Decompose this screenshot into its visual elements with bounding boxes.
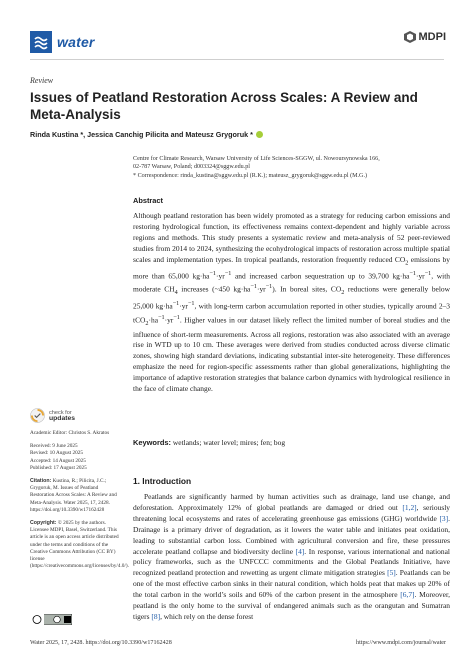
abstract-segment: ·ha: [148, 315, 158, 325]
journal-name: water: [57, 34, 95, 50]
abstract-heading: Abstract: [133, 196, 163, 205]
intro-segment: , seriously threatening local ecosystems and rates of accelerating greenhouse gas emissions (GHG) worldwide: [133, 502, 450, 523]
citation-text: Kustina, R.; Pilicita, J.C.; Grygoruk, M. Issues of Peatland Restoration Across Scales: A Review and Meta-Analysis. Water 2025, 17, 2428. https://doi.org/10.3390/w17162428: [30, 478, 117, 513]
abstract-segment: increases (~450 kg·ha: [177, 284, 251, 294]
header-divider: [30, 59, 444, 60]
check-updates-line: updates: [49, 414, 76, 422]
superscript: −1: [172, 300, 180, 308]
abstract-segment: , with long-term carbon accumulation reported in other studies, typically around 2–3 tCO: [133, 301, 450, 325]
check-updates-icon: [30, 408, 45, 423]
superscript: −1: [250, 283, 257, 291]
intro-segment: . Peatlands can be one of the most effective carbon sinks in their natural condition, which holds peat that makes up 20% of the total carbon in the world’s soils and 60% of the carbon present in the atmosphere: [133, 568, 450, 600]
abstract-segment: and increased carbon sequestration up to 39,700 kg·ha: [231, 271, 410, 281]
correspondence-line: * Correspondence: rinda_kustina@sggw.edu.pl (R.K.); mateusz_grygoruk@sggw.edu.pl (M.G.): [133, 172, 367, 179]
superscript: −1: [187, 300, 195, 308]
keywords-heading: Keywords:: [133, 438, 172, 447]
introduction-text: [133, 492, 450, 623]
revised-date: Revised: 10 August 2025: [30, 450, 83, 457]
citation-label: Citation:: [30, 478, 52, 485]
intro-segment: . Drainage is a primary driver of degradation, as it lowers the water table and initiates peat oxidation, leading to substantial carbon loss. Combined with agricultural conversion and fire, these pressures accelerate peatland collapse and biodiversity decline: [133, 513, 450, 556]
superscript: −1: [158, 313, 165, 321]
superscript: −1: [173, 313, 180, 321]
abstract-segment: ·yr: [164, 315, 174, 325]
abstract-segment: reductions were generally below 25,000 kg·ha: [133, 284, 450, 311]
abstract-segment: ·yr: [256, 284, 266, 294]
authors-text: Rinda Kustina *, Jessica Canchig Pilicita and Mateusz Grygoruk *: [30, 130, 253, 139]
copyright-block: [30, 520, 129, 570]
citation-block: [30, 478, 120, 514]
abstract-segment: . Higher values in our dataset likely reflect the limited number of boreal studies and the influence of short-term measurements. Across all regions, restoration was also associated with an average rise in WTD up to 10 cm. These averages were derived from studies conducted across diverse climatic zones, showing high standard deviations, indicating substantial inter-site heterogeneity. These differences emphasize the need for region-specific assessments rather than global generalizations, highlighting the importance of adaptive restoration strategies that balance carbon dynamics with hydrological resilience in the face of climate change.: [133, 315, 450, 394]
abstract-segment: ·yr: [216, 271, 225, 281]
affiliation-line: 02-787 Warsaw, Poland; d003324@sggw.edu.pl: [133, 164, 250, 171]
subscript: 2: [145, 319, 149, 327]
abstract-segment: ·yr: [179, 301, 188, 311]
journal-logo-group: [30, 31, 95, 53]
publisher-logo-group: [404, 31, 447, 43]
keywords-list: wetlands; water level; mires; fen; bog: [172, 438, 286, 447]
subscript: 4: [174, 289, 178, 297]
copyright-label: Copyright:: [30, 520, 57, 527]
copyright-text: © 2025 by the authors. Licensee MDPI, Basel, Switzerland. This article is an open access article distributed under the terms and conditions of the Creative Commons Attribution (CC BY) license (https://creativecommons.org/licenses/by/4.0/).: [30, 520, 129, 570]
article-title: Issues of Peatland Restoration Across Scales: A Review and Meta-Analysis: [30, 90, 418, 122]
accepted-date: Accepted: 14 August 2025: [30, 457, 86, 464]
cc-by-license-icon[interactable]: [30, 614, 72, 625]
published-date: Published: 17 August 2025: [30, 464, 87, 471]
intro-segment: . In response, various international and national policy frameworks, such as the UNFCCC commitments and the Global Peatlands Initiative, have recognized peatland protection and rewetting as urgent climate mitigation strategies: [133, 546, 450, 578]
citation-link[interactable]: [4]: [295, 546, 305, 556]
abstract-segment: ). In boreal sites, CO: [272, 284, 342, 294]
received-date: Received: 9 June 2025: [30, 443, 78, 450]
citation-link[interactable]: [5]: [387, 568, 396, 578]
subscript: 2: [341, 289, 345, 297]
author-list: [30, 130, 263, 139]
superscript: −1: [265, 283, 273, 291]
affiliation-line: Centre for Climate Research, Warsaw University of Life Sciences-SGGW, ul. Nowoursynowska 166,: [133, 156, 380, 162]
abstract-segment: , with moderate CH: [133, 271, 450, 294]
academic-editor: Academic Editor: Christos S. Akratos: [30, 430, 110, 436]
check-for-updates-badge[interactable]: [30, 408, 75, 423]
section-heading-introduction: 1. Introduction: [133, 476, 192, 486]
footer-citation[interactable]: Water 2025, 17, 2428. https://doi.org/10.3390/w17162428: [30, 640, 172, 646]
water-logo-icon: [30, 31, 52, 53]
affiliations: [133, 155, 443, 180]
citation-link[interactable]: [3]: [439, 513, 449, 523]
citation-link[interactable]: [1,2]: [402, 502, 417, 512]
check-updates-label: [49, 410, 75, 422]
orcid-icon[interactable]: [256, 131, 263, 138]
subscript: 2: [405, 259, 409, 267]
article-type: Review: [30, 76, 54, 85]
intro-segment: . Moreover, peatland is the only home to the survival of endangered animals such as the orangutan and Sumatran tigers: [133, 590, 450, 621]
superscript: −1: [209, 270, 217, 278]
citation-link[interactable]: [8]: [151, 611, 161, 621]
superscript: −1: [224, 270, 232, 278]
publisher-name: MDPI: [418, 31, 446, 43]
keywords: [133, 438, 450, 448]
footer-journal-link[interactable]: https://www.mdpi.com/journal/water: [356, 640, 446, 646]
check-updates-line: check for: [49, 409, 72, 416]
abstract-segment: ·yr: [415, 271, 425, 281]
abstract-segment: Although peatland restoration has been widely promoted as a strategy for reducing carbon emissions and restoring hydrological function, its effectiveness remains context-dependent and highly variable across regions and methods. This study presents a systematic review and meta-analysis of 52 peer-reviewed studies from 2014 to 2024, synthesizing the ecohydrological impacts of restoration across multiple spatial scales and implementation types. In tropical peatlands, restoration frequently reduced CO: [133, 211, 450, 264]
superscript: −1: [424, 270, 432, 278]
intro-segment: , which rely on the dense forest: [160, 611, 254, 621]
citation-link[interactable]: [6,7]: [400, 590, 415, 600]
intro-segment: Peatlands are significantly harmed by human activities such as drainage, land use change, and deforestation. Approximately 12% of global peatlands are damaged or dried out: [133, 492, 450, 512]
article-info-sidebar: [30, 430, 129, 570]
mdpi-logo-icon: [404, 31, 416, 43]
abstract-text: [133, 211, 450, 395]
superscript: −1: [409, 270, 416, 278]
abstract-segment: emissions by more than 65,000 kg·ha: [133, 254, 450, 281]
